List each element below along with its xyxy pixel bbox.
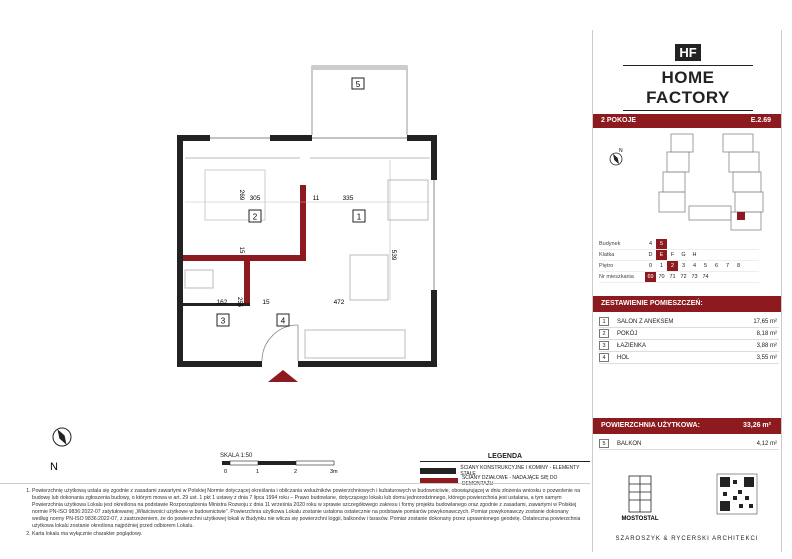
- architects-credit: SZAROSZYK & RYCERSKI ARCHITEKCI: [615, 536, 759, 542]
- scale-graphic: [220, 459, 360, 477]
- compass-n: N: [50, 461, 58, 473]
- room-3-label: 3: [220, 316, 226, 326]
- note-2: 2. Karta lokalu ma wyłącznie charakter poglądowy.: [32, 531, 585, 538]
- meta-stair: Klatka D E F G H: [599, 250, 759, 261]
- table: [350, 255, 388, 300]
- dim-305: 305: [249, 195, 261, 202]
- notes: [20, 488, 585, 539]
- entry-door-swing: [262, 325, 298, 361]
- entry-arrow-icon: [268, 370, 298, 382]
- entry-gap: [262, 361, 298, 367]
- sidebar: [592, 30, 782, 552]
- dim-15-a: 15: [238, 246, 244, 254]
- mostostal-logo: [629, 476, 651, 512]
- room-2-label: 2: [252, 212, 258, 222]
- list-item: 3 ŁAZIENKA 3,88 m²: [599, 340, 779, 352]
- scale-tick-0: 0: [224, 469, 228, 475]
- site-plan: [653, 130, 773, 235]
- brand-name: HOME FACTORY: [623, 65, 753, 111]
- balcony-outline: [312, 66, 407, 136]
- kitchen-counter: [305, 330, 405, 358]
- compass-icon: [40, 425, 76, 480]
- list-item: 2 POKÓJ 8,18 m²: [599, 328, 779, 340]
- scale-title: SKALA 1:50: [220, 453, 253, 459]
- total-area-bar: POWIERZCHNIA UŻYTKOWA: 33,26 m²: [593, 418, 781, 434]
- summary-header: ZESTAWIENIE POMIESZCZEŃ:: [593, 296, 781, 312]
- list-item: 1 SALON Z ANEKSEM 17,65 m²: [599, 316, 779, 328]
- dim-255: 255: [236, 296, 242, 308]
- sofa: [388, 180, 428, 220]
- legend-text: ŚCIANY DZIAŁOWE - NADAJĄCE SIĘ DO DEMONTAŻU: [461, 475, 558, 487]
- room-1-label: 1: [356, 212, 362, 222]
- note-1: 1. Powierzchnię użytkową ustala się zgodnie z zasadami zawartymi w Polskiej Normie dotyczącej określania i obliczania wskaźników powierzchniowych i kubaturowych w budownictwie, obowiązującej w dniu złożenia wniosku o pozwolenie na budowę lub dokonania zgłoszenia budowy, o którym mowa w art. 29 ust. 1 pkt 1 ustawy z dnia 7 lipca 1994 roku – Prawo budowlane, dotyczącego lokalu lub domu jednorodzinnego, którego powierzchnia jest ustalana, a tym samym Powierzchnia użytkowa Lokalu jest określona na podstawie Rozporządzenia Ministra Rozwoju z dnia 11 września 2020 roku w sprawie szczegółowego zakresu i formy projektu budowlanego oraz zgodnie z zasadami, zawartymi w Polskiej normie PN-ISO 9836:2022-07 zatytułowanej „Właściwości użytkowe w budownictwie”. Powierzchnia użytkowa Lokalu zostanie ustalona ostatecznie na podstawie pomiarów powykonawczych. Pomiar powykonawczy zostanie dokonany według normy PN-ISO 9836:2022-07, z zastrzeżeniem, że do powierzchni użytkowej lokali w Budynku nie wlicza się powierzchni loggii, balkonów i tarasów. Pomiar zostanie dokonany przez uprawnionego geodetę. Ostateczna powierzchnia użytkowa lokalu zostanie określona najpóźniej przed odbiorem Lokalu.: [32, 488, 585, 530]
- bathtub: [185, 270, 213, 288]
- unit-rooms: 2 POKOJE: [601, 117, 637, 124]
- meta-building: Budynek 4 5: [599, 239, 759, 250]
- dim-11: 11: [312, 195, 320, 202]
- mostostal-text: MOSTOSTAL: [621, 516, 659, 522]
- dim-539: 539: [390, 249, 397, 261]
- meta-apartment: Nr mieszkania 69 70 71 72 73 74: [599, 272, 759, 283]
- room-5-label: 5: [355, 80, 361, 89]
- scale-bar: [220, 453, 360, 479]
- dim-335: 335: [342, 195, 354, 202]
- unit-meta-table: [599, 239, 759, 283]
- qr-code-icon: [717, 474, 757, 514]
- dim-15-b: 15: [262, 299, 270, 306]
- legend-item: [420, 476, 590, 486]
- unit-header: [593, 114, 781, 128]
- unit-code: E.2.69: [750, 117, 771, 124]
- partition-wall-horizontal: [183, 255, 306, 261]
- svg-text:N: N: [619, 148, 623, 154]
- balcony-list: [599, 438, 779, 450]
- brand-logo: [623, 40, 753, 110]
- dim-269: 269: [238, 189, 245, 201]
- legend-title: LEGENDA: [420, 453, 590, 462]
- brand-badge: HF: [675, 44, 700, 61]
- room-4-label: 4: [280, 316, 286, 326]
- dim-162: 162: [216, 299, 228, 306]
- balcony-rail: [312, 66, 407, 70]
- partition-wall-vertical: [300, 185, 306, 255]
- list-item: 5 BALKON 4,12 m²: [599, 438, 779, 450]
- legend-text: ŚCIANY KONSTRUKCYJNE I KOMINY - ELEMENTY STAŁE: [460, 465, 580, 477]
- meta-floor: Piętro 0 1 2 3 4 5 6 7 8: [599, 261, 759, 272]
- legend: [420, 453, 590, 486]
- legend-swatch-structural: [420, 468, 456, 474]
- rooms-list: [599, 316, 779, 364]
- mini-compass-icon: [607, 148, 625, 166]
- divider: [0, 483, 590, 484]
- list-item: 4 HOL 3,55 m²: [599, 352, 779, 364]
- scale-tick-2: 2: [294, 469, 298, 475]
- scale-tick-1: 1: [256, 469, 260, 475]
- scale-tick-3: 3m: [330, 469, 338, 475]
- partition-wall-bath: [244, 261, 250, 306]
- dim-472: 472: [333, 299, 345, 306]
- site-plan-highlight: [737, 212, 745, 220]
